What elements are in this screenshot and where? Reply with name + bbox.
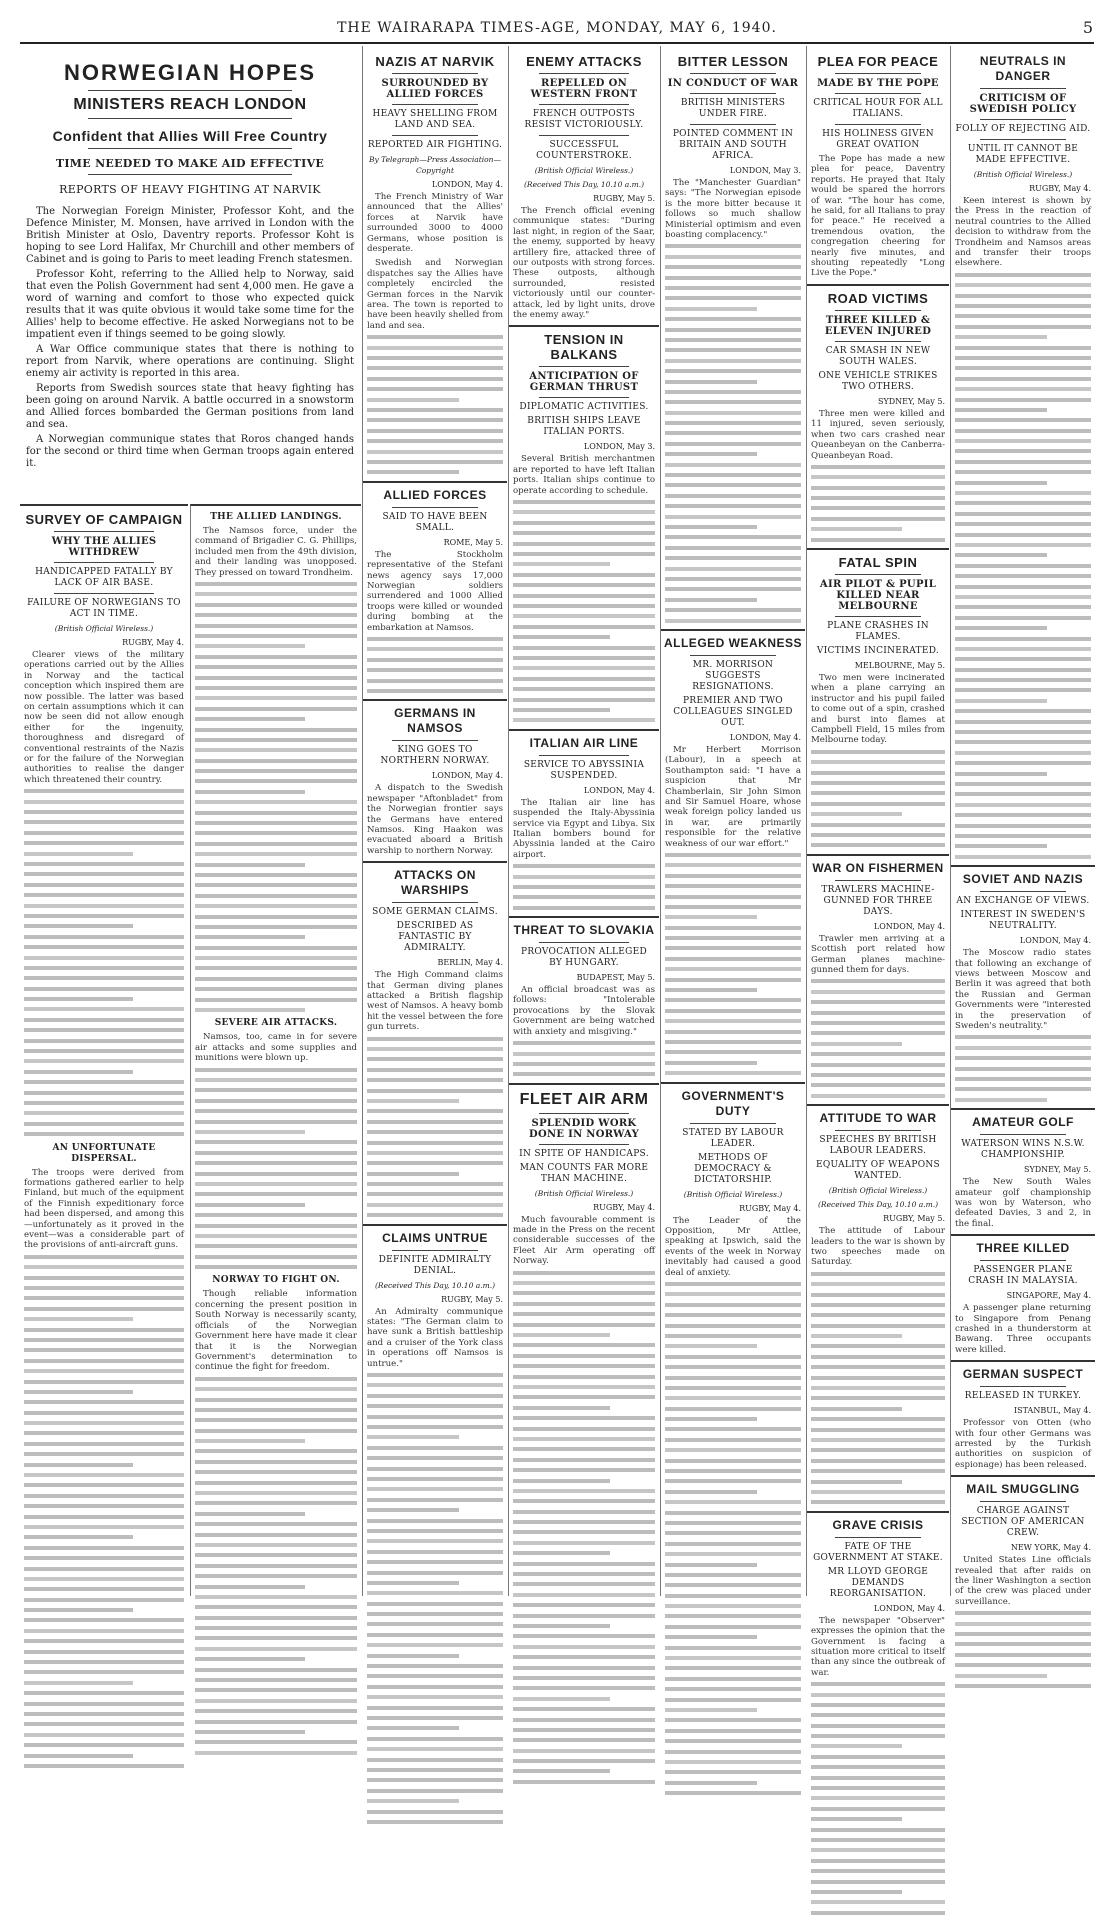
- page-columns: [20, 46, 1094, 1678]
- bitter-lesson-dateline: LONDON, May 3.: [729, 166, 801, 175]
- page-number: 5: [1082, 18, 1094, 37]
- bitter-lesson-deck: IN CONDUCT OF WAR: [667, 78, 799, 89]
- text-block: [811, 979, 945, 1097]
- soviet-nazis-deck: INTEREST IN SWEDEN'S NEUTRALITY.: [960, 910, 1086, 932]
- italian-air-headline: ITALIAN AIR LINE: [529, 735, 639, 750]
- three-killed-headline: THREE KILLED: [976, 1241, 1070, 1256]
- grave-crisis-paragraph: The newspaper "Observer" expresses the opinion that the Government is facing a situation more critical to itself than any since the outbreak of war.: [811, 1615, 945, 1678]
- road-victims-paragraph: Three men were killed and 11 injured, seven seriously, when two cars crashed near Queanbeyan on the Canberra-Queanbeyan Road.: [811, 408, 945, 461]
- soviet-nazis-dateline: LONDON, May 4.: [1019, 936, 1091, 946]
- german-suspect-dateline: ISTANBUL, May 4.: [1014, 1406, 1091, 1416]
- warships-deck: SOME GERMAN CLAIMS.: [372, 907, 498, 918]
- slovakia-dateline: BUDAPEST, May 5.: [576, 973, 655, 983]
- narvik-dateline: LONDON, May 4.: [431, 180, 503, 189]
- alleged-weakness-headline: ALLEGED WEAKNESS: [663, 635, 802, 650]
- lead-paragraph: A Norwegian communique states that Roros changed hands for the second or third time when German troops again entered it.: [26, 434, 354, 469]
- grave-crisis-dateline: LONDON, May 4.: [873, 1603, 945, 1613]
- claims-deck: DEFINITE ADMIRALTY DENIAL.: [378, 1254, 492, 1276]
- bitter-lesson-headline: BITTER LESSON: [677, 54, 789, 69]
- text-block: [665, 853, 801, 1075]
- german-suspect-paragraph: Professor von Otten (who with four other Germans was arrested by the Turkish authorities on suspicion of espionage) has been released.: [955, 1418, 1091, 1470]
- neutrals-deck: CRITICISM OF SWEDISH POLICY: [969, 93, 1077, 115]
- peace-deck: HIS HOLINESS GIVEN GREAT OVATION: [822, 129, 934, 150]
- govt-duty-dateline: RUGBY, May 4.: [739, 1203, 801, 1213]
- neutrals-deck: FOLLY OF REJECTING AID.: [955, 124, 1091, 134]
- namsos-deck: KING GOES TO NORTHERN NORWAY.: [380, 745, 490, 767]
- fleet-air-arm-paragraph: Much favourable comment is made in the Press on the recent considerable successes of the Fleet Air Arm operating off Norway.: [513, 1214, 655, 1267]
- narvik-deck: SURROUNDED BY ALLIED FORCES: [381, 78, 489, 100]
- allied-forces-dateline: ROME, May 5.: [443, 537, 503, 547]
- newspaper-title: THE WAIRARAPA TIMES-AGE, MONDAY, MAY 6, 1940.: [337, 20, 777, 36]
- enemy-attacks-headline: ENEMY ATTACKS: [526, 54, 642, 69]
- balkans-deck: ANTICIPATION OF GERMAN THRUST: [529, 371, 639, 394]
- survey-headline: SURVEY OF CAMPAIGN: [25, 512, 183, 527]
- text-block: [195, 1068, 357, 1269]
- alleged-weakness-deck: MR. MORRISON SUGGESTS RESIGNATIONS.: [692, 659, 774, 692]
- lead-deck-1: MINISTERS REACH LONDON: [73, 96, 307, 113]
- masthead: [20, 18, 1094, 44]
- survey-paragraph: Clearer views of the military operations carried out by the Allies in Norway and the tactical conception which inspired them are now possible. The latter was based on certain assumptions which it can now be seen did not allow enough either for the ingenuity, thoroughness and disregard of conventional restraints of the Nazis or for the failure of the Norwegian authorities to realise the danger which threatened their country.: [24, 650, 184, 785]
- text-block: [811, 1682, 945, 1915]
- fatal-spin-deck: PLANE CRASHES IN FLAMES.: [827, 621, 929, 643]
- bitter-lesson-deck: POINTED COMMENT IN BRITAIN AND SOUTH AFRICA.: [672, 129, 794, 161]
- narvik-headline: NAZIS AT NARVIK: [375, 54, 495, 69]
- balkans-dateline: LONDON, May 3.: [583, 442, 655, 452]
- grave-crisis-deck: FATE OF THE GOVERNMENT AT STAKE.: [813, 1541, 943, 1563]
- allied-forces-paragraph: The Stockholm representative of the Stefani news agency says 17,000 Norwegian soldiers surrendered and 1000 Allied troops were killed or wounded during bombing at the embarkation at Namsos.: [367, 549, 503, 633]
- survey-deck-2: HANDICAPPED FATALLY BY LACK OF AIR BASE.: [35, 567, 173, 588]
- grave-crisis-deck: MR LLOYD GEORGE DEMANDS REORGANISATION.: [827, 1566, 929, 1599]
- bitter-lesson-deck: BRITISH MINISTERS UNDER FIRE.: [680, 98, 786, 119]
- german-suspect-deck: RELEASED IN TURKEY.: [964, 1391, 1082, 1402]
- mail-smuggling-dateline: NEW YORK, May 4.: [1010, 1543, 1091, 1553]
- italian-air-dateline: LONDON, May 4.: [583, 785, 655, 795]
- fishermen-paragraph: Trawler men arriving at a Scottish port related how German planes machine-gunned them for days.: [811, 933, 945, 975]
- golf-dateline: SYDNEY, May 5.: [1023, 1165, 1091, 1175]
- fatal-spin-headline: FATAL SPIN: [838, 555, 918, 571]
- text-block: [513, 1041, 655, 1076]
- fishermen-headline: WAR ON FISHERMEN: [812, 860, 944, 875]
- text-block: [367, 335, 503, 474]
- three-killed-paragraph: A passenger plane returning to Singapore from Penang crashed in a thunderstorm at Bawang. Three occupants were killed.: [955, 1303, 1091, 1355]
- three-killed-dateline: SINGAPORE, May 4.: [1006, 1291, 1091, 1301]
- fleet-air-arm-deck: IN SPITE OF HANDICAPS.: [519, 1148, 649, 1159]
- fleet-air-arm-deck: MAN COUNTS FAR MORE THAN MACHINE.: [519, 1162, 649, 1184]
- soviet-nazis-deck: AN EXCHANGE OF VIEWS.: [956, 896, 1090, 907]
- warships-headline: ATTACKS ON WARSHIPS: [394, 868, 476, 898]
- fishermen-deck: TRAWLERS MACHINE-GUNNED FOR THREE DAYS.: [821, 884, 935, 917]
- column-6: [806, 46, 949, 1678]
- enemy-attacks-deck: SUCCESSFUL COUNTERSTROKE.: [536, 140, 632, 161]
- fleet-air-arm-headline: FLEET AIR ARM: [519, 1090, 649, 1108]
- golf-paragraph: The New South Wales amateur golf championship was won by Waterson, who defeated Davies, 3 and 2, in the final.: [955, 1177, 1091, 1229]
- landings-paragraph: Namsos, too, came in for severe air attacks and some supplies and munitions were blown up.: [195, 1032, 357, 1064]
- narvik-paragraph: Swedish and Norwegian dispatches say the Allies have completely encircled the German forces in the Narvik area. The town is reported to have been heavily shelled from land and sea.: [367, 258, 503, 331]
- landings-subhead: THE ALLIED LANDINGS.: [210, 512, 342, 522]
- survey-paragraph: The troops were derived from formations gathered earlier to help Finland, but much of the equipment of the Finnish expeditionary force had been dispersed, and among this—unfortunately as it proved in the event—was a considerable part of the provisions of anti-aircraft guns.: [24, 1167, 184, 1251]
- attitude-dateline: RUGBY, May 5.: [883, 1214, 945, 1224]
- road-victims-deck: CAR SMASH IN NEW SOUTH WALES.: [825, 345, 931, 367]
- enemy-attacks-dateline: RUGBY, May 5.: [593, 194, 655, 203]
- text-block: [195, 1377, 357, 1755]
- claims-paragraph: An Admiralty communique states: "The German claim to have sunk a British battleship and a cruiser of the York class in operations off Namsos is untrue.": [367, 1306, 503, 1369]
- lead-paragraph: The Norwegian Foreign Minister, Professor Koht, and the Defence Minister, M. Monsen, have arrived in London with the British Minister at Oslo, Daventry reports. Professor Koht is hoping to see Lord Halifax, Mr Churchill and other members of Cabinet and is going to Paris to meet leading French statesmen.: [26, 206, 354, 265]
- lead-paragraph: A War Office communique states that there is nothing to report from Narvik, where operations are continuing. Slight enemy air activity is reported in this area.: [26, 344, 354, 379]
- mail-smuggling-paragraph: United States Line officials revealed that after raids on the liner Washington a section of the crew was placed under surveillance.: [955, 1555, 1091, 1607]
- grave-crisis-headline: GRAVE CRISIS: [832, 1517, 924, 1532]
- landings-paragraph: Though reliable information concerning the present position in South Norway is necessarily scanty, officials of the Norwegian Government here have made it clear that it is the Norwegian Government's determination to continue the fight for freedom.: [195, 1289, 357, 1373]
- golf-headline: AMATEUR GOLF: [972, 1115, 1074, 1130]
- lead-deck-4: REPORTS OF HEAVY FIGHTING AT NARVIK: [59, 183, 321, 196]
- narvik-paragraph: The French Ministry of War announced that the Allies' forces at Narvik have surrounded 3000 to 4000 Germans, whose position is desperate.: [367, 192, 503, 255]
- column-5: [660, 46, 805, 1596]
- attitude-paragraph: The attitude of Labour leaders to the war is shown by two speeches made on Saturday.: [811, 1226, 945, 1268]
- namsos-headline: GERMANS IN NAMSOS: [394, 706, 476, 736]
- italian-air-deck: SERVICE TO ABYSSINIA SUSPENDED.: [523, 759, 645, 781]
- peace-deck: CRITICAL HOUR FOR ALL ITALIANS.: [813, 98, 943, 119]
- column-4: [508, 46, 659, 1596]
- attitude-received: (Received This Day, 10.10 a.m.): [818, 1200, 938, 1210]
- fishermen-dateline: LONDON, May 4.: [873, 921, 945, 931]
- road-victims-deck: ONE VEHICLE STRIKES TWO OTHERS.: [818, 370, 938, 392]
- slovakia-headline: THREAT TO SLOVAKIA: [513, 923, 655, 938]
- text-block: [665, 244, 801, 622]
- neutrals-deck: UNTIL IT CANNOT BE MADE EFFECTIVE.: [967, 144, 1079, 165]
- fleet-air-arm-credit: (British Official Wireless.): [534, 1188, 634, 1198]
- text-block: [513, 500, 655, 722]
- narvik-deck: HEAVY SHELLING FROM LAND AND SEA.: [372, 109, 498, 130]
- alleged-weakness-deck: PREMIER AND TWO COLLEAGUES SINGLED OUT.: [673, 695, 793, 728]
- lead-paragraph: Reports from Swedish sources state that heavy fighting has been going on around Narvik. A battle occurred in a snowstorm and Allied forces bombarded the German positions from land and sea.: [26, 383, 354, 430]
- column-1: [20, 504, 188, 1596]
- survey-deck-3: FAILURE OF NORWEGIANS TO ACT IN TIME.: [27, 598, 181, 619]
- enemy-attacks-credit: (British Official Wireless.): [534, 166, 634, 175]
- lead-paragraph: Professor Koht, referring to the Allied help to Norway, said that even the Polish Government had sent 4,000 men. He gave a word of warning and comfort to those who expected quick results that it was quite obvious it would take some time for the Allies' help to become effective. He asked Norwegians not to be impatient even if things seemed to be going slowly.: [26, 269, 354, 340]
- narvik-deck: REPORTED AIR FIGHTING.: [367, 140, 503, 150]
- neutrals-credit: (British Official Wireless.): [973, 170, 1073, 179]
- lead-story: [20, 46, 360, 494]
- warships-paragraph: The High Command claims that German diving planes attacked a British flagship west of Namsos. A heavy bomb hit the vessel between the fore gun turrets.: [367, 970, 503, 1033]
- claims-dateline: RUGBY, May 5.: [441, 1294, 503, 1304]
- attitude-deck: SPEECHES BY BRITISH LABOUR LEADERS.: [819, 1135, 937, 1157]
- peace-deck: MADE BY THE POPE: [817, 78, 939, 89]
- text-block: [367, 637, 503, 693]
- namsos-paragraph: A dispatch to the Swedish newspaper "Aftonbladet" from the Norwegian frontier says the Germans have entered Namsos. King Haakon was evacuated aboard a British warship to northern Norway.: [367, 783, 503, 856]
- enemy-attacks-deck: FRENCH OUTPOSTS RESIST VICTORIOUSLY.: [524, 109, 644, 130]
- column-7: [950, 46, 1095, 1607]
- fleet-air-arm-deck: SPLENDID WORK DONE IN NORWAY: [528, 1117, 640, 1140]
- text-block: [367, 1373, 503, 1824]
- slovakia-paragraph: An official broadcast was as follows: "Intolerable provocations by the Slovak Government are being watched with anxiety and misgiving.": [513, 985, 655, 1037]
- text-block: [811, 1272, 945, 1505]
- road-victims-headline: ROAD VICTIMS: [827, 290, 929, 306]
- text-block: [665, 1282, 801, 1795]
- lead-deck-2: Confident that Allies Will Free Country: [52, 128, 328, 144]
- survey-deck-1: WHY THE ALLIES WITHDREW: [51, 536, 157, 558]
- mail-smuggling-headline: MAIL SMUGGLING: [966, 1482, 1080, 1497]
- text-block: [195, 582, 357, 1012]
- balkans-headline: TENSION IN BALKANS: [544, 332, 624, 363]
- survey-dateline: RUGBY, May 4.: [122, 638, 184, 647]
- column-2: [190, 504, 361, 1596]
- enemy-attacks-deck: REPELLED ON WESTERN FRONT: [530, 78, 638, 100]
- text-block: [811, 465, 945, 542]
- soviet-nazis-headline: SOVIET AND NAZIS: [962, 872, 1084, 887]
- slovakia-deck: PROVOCATION ALLEGED BY HUNGARY.: [520, 947, 648, 969]
- alleged-weakness-paragraph: Mr Herbert Morrison (Labour), in a speech at Southampton said: "I have a suspicion that Mr Chamberlain, Sir John Simon and Sir Samuel Hoare, whose weak foreign policy landed us in war, are primarily responsible for the relative weakness of our war effort.": [665, 744, 801, 849]
- fatal-spin-paragraph: Two men were incinerated when a plane carrying an instructor and his pupil failed to come out of a spin, crashed and burst into flames at Campbell Field, 15 miles from Melbourne today.: [811, 673, 945, 746]
- warships-dateline: BERLIN, May 4.: [437, 958, 503, 968]
- text-block: [513, 1271, 655, 1784]
- peace-paragraph: The Pope has made a new plea for peace, Daventry reports. He prayed that Italy would be spared the horrors of war. "The hour has come, he said, for all Italians to pray for peace." He received a tremendous ovation, the congregation cheering for nearly five minutes, and shouting repeatedly "Long Live the Pope.": [811, 154, 945, 279]
- text-block: [955, 1035, 1091, 1101]
- allied-forces-deck: SAID TO HAVE BEEN SMALL.: [382, 511, 488, 533]
- govt-duty-headline: GOVERNMENT'S DUTY: [681, 1088, 785, 1118]
- fatal-spin-deck: VICTIMS INCINERATED.: [816, 646, 940, 657]
- govt-duty-credit: (British Official Wireless.): [683, 1189, 783, 1199]
- lead-deck-3: TIME NEEDED TO MAKE AID EFFECTIVE: [55, 157, 325, 170]
- bitter-lesson-paragraph: The "Manchester Guardian" says: "The Norwegian episode is the more bitter because it follows so much shallow Ministerial optimism and even boasting complacency.": [665, 178, 801, 241]
- allied-forces-headline: ALLIED FORCES: [383, 487, 487, 502]
- road-victims-deck: THREE KILLED & ELEVEN INJURED: [824, 314, 932, 337]
- attitude-headline: ATTITUDE TO WAR: [819, 1111, 937, 1126]
- neutrals-dateline: RUGBY, May 4.: [1029, 184, 1091, 193]
- claims-credit: (Received This Day, 10.10 a.m.): [375, 1280, 495, 1290]
- golf-deck: WATERSON WINS N.S.W. CHAMPIONSHIP.: [961, 1139, 1085, 1161]
- enemy-attacks-received: (Received This Day, 10.10 a.m.): [524, 180, 644, 189]
- german-suspect-headline: GERMAN SUSPECT: [962, 1367, 1084, 1382]
- italian-air-paragraph: The Italian air line has suspended the Italy-Abyssinia service via Egypt and Libya. Six Italian bombers bound for Abyssinia landed at the Cairo airport.: [513, 797, 655, 860]
- survey-credit: (British Official Wireless.): [54, 624, 154, 633]
- three-killed-deck: PASSENGER PLANE CRASH IN MALAYSIA.: [968, 1265, 1078, 1287]
- text-block: [955, 1611, 1091, 1688]
- column-3: [362, 46, 507, 1596]
- alleged-weakness-dateline: LONDON, May 4.: [729, 732, 801, 742]
- text-block: [24, 789, 184, 1136]
- govt-duty-deck: METHODS OF DEMOCRACY & DICTATORSHIP.: [694, 1152, 772, 1185]
- fleet-air-arm-dateline: RUGBY, May 4.: [593, 1202, 655, 1212]
- road-victims-dateline: SYDNEY, May 5.: [877, 396, 945, 406]
- fatal-spin-dateline: MELBOURNE, May 5.: [854, 661, 945, 671]
- soviet-nazis-paragraph: The Moscow radio states that following an exchange of views between Moscow and Berlin it was agreed that both the Russian and German Governments were "interested in the preservation of Sweden's neutrality.": [955, 948, 1091, 1031]
- fatal-spin-deck: AIR PILOT & PUPIL KILLED NEAR MELBOURNE: [819, 579, 937, 613]
- peace-headline: PLEA FOR PEACE: [817, 54, 939, 69]
- namsos-dateline: LONDON, May 4.: [431, 771, 503, 781]
- text-block: [513, 864, 655, 910]
- enemy-attacks-paragraph: The French official evening communique states: "During last night, in region of the Saar, the enemy, supported by heavy artillery fire, attacked three of our outposts with strong forces. These outposts, although surrounded, resisted victoriously until our counter-attack, led by light units, drove the enemy away.": [513, 206, 655, 321]
- balkans-deck: BRITISH SHIPS LEAVE ITALIAN PORTS.: [527, 416, 641, 438]
- landings-paragraph: The Namsos force, under the command of Brigadier C. G. Phillips, included men from the 49th division, and their landing was unopposed. They pressed on toward Trondheim.: [195, 526, 357, 578]
- text-block: [367, 1037, 503, 1218]
- text-block: [811, 750, 945, 848]
- narvik-credit: By Telegraph—Press Association—Copyright: [369, 155, 501, 175]
- govt-duty-paragraph: The Leader of the Opposition, Mr Attlee, speaking at Ipswich, said the events of the week in Norway inevitably had caused a good deal of anxiety.: [665, 1215, 801, 1278]
- lead-headline: NORWEGIAN HOPES: [63, 60, 317, 85]
- balkans-paragraph: Several British merchantmen are reported to have left Italian ports. Italian ships continue to operate according to schedule.: [513, 454, 655, 496]
- claims-headline: CLAIMS UNTRUE: [382, 1230, 488, 1245]
- neutrals-headline: NEUTRALS IN DANGER: [979, 54, 1067, 83]
- warships-deck: DESCRIBED AS FANTASTIC BY ADMIRALTY.: [396, 921, 474, 954]
- landings-subhead: NORWAY TO FIGHT ON.: [212, 1275, 340, 1286]
- text-block: [955, 273, 1091, 859]
- landings-subhead: SEVERE AIR ATTACKS.: [214, 1018, 338, 1029]
- attitude-deck: EQUALITY OF WEAPONS WANTED.: [815, 1160, 941, 1182]
- text-block: [24, 1255, 184, 1768]
- survey-subhead: AN UNFORTUNATE DISPERSAL.: [52, 1142, 156, 1164]
- mail-smuggling-deck: CHARGE AGAINST SECTION OF AMERICAN CREW.: [961, 1506, 1085, 1539]
- govt-duty-deck: STATED BY LABOUR LEADER.: [682, 1127, 784, 1149]
- neutrals-paragraph: Keen interest is shown by the Press in the reaction of neutral countries to the Allied decision to withdraw from the Trondheim and Namsos areas and transfer their troops elsewhere.: [955, 196, 1091, 269]
- balkans-deck: DIPLOMATIC ACTIVITIES.: [519, 402, 649, 413]
- attitude-credit: (British Official Wireless.): [828, 1186, 928, 1196]
